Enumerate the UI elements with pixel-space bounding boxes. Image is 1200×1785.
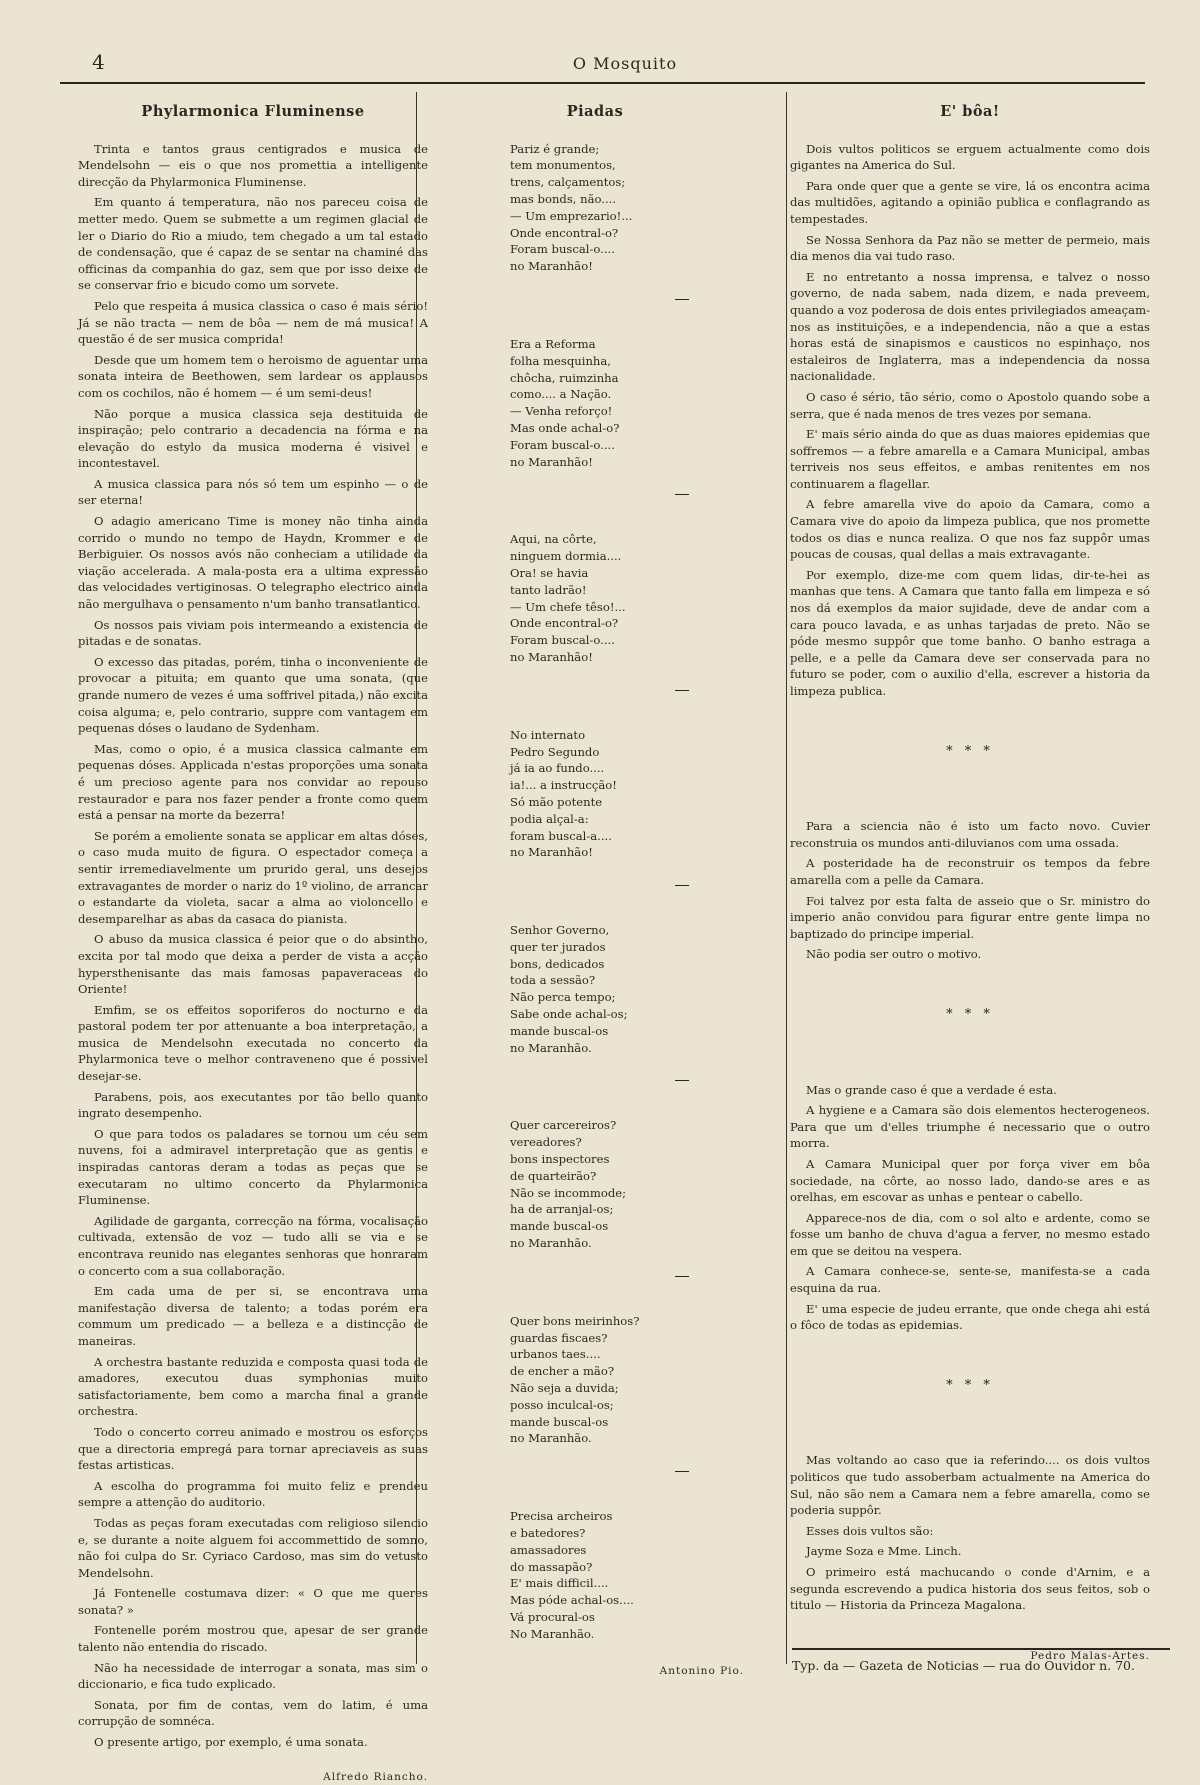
verse-line: No Maranhão.	[510, 1626, 595, 1641]
stanza-separator	[675, 1276, 689, 1277]
stanza	[510, 1508, 760, 1650]
paragraph: Não porque a musica classica seja destituida de inspiração; pelo contrario a decadencia na fórma e na elevação do estylo da musica moderna é visivel e incontestavel.	[78, 406, 428, 471]
paragraph: O caso é sério, tão sério, como o Apostolo quando sobe a serra, que é nada menos de tres vezes por semana.	[790, 389, 1150, 421]
paragraph: Pelo que respeita á musica classica o caso é mais sério! Já se não tracta — nem de bôa — nem de má musica! A questão é de ser musica comprida!	[78, 298, 428, 347]
stanza-separator	[675, 299, 689, 300]
article-title: E' bôa!	[940, 103, 1000, 120]
verse-line: no Maranhão!	[510, 259, 593, 274]
verse-line: Pariz é grande;	[510, 141, 600, 156]
paragraph: A Camara Municipal quer por força viver em bôa sociedade, na côrte, ao nosso lado, dando-se ares e as orelhas, em escovar as unhas e pentear o cabello.	[790, 1156, 1150, 1205]
paragraph: Não podia ser outro o motivo.	[806, 947, 982, 962]
verse-line: Só mão potente	[510, 794, 603, 809]
paragraph: Todo o concerto correu animado e mostrou os esforços que a directoria empregá para tornar apreciaveis as suas festas artisticas.	[78, 1424, 428, 1473]
verse-line: ninguem dormia....	[510, 549, 622, 564]
article-section	[790, 818, 1150, 963]
verse-line: já ia ao fundo....	[510, 761, 605, 776]
verse-line: podia alçal-a:	[510, 811, 589, 826]
paragraph: A posteridade ha de reconstruir os tempos da febre amarella com a pelle da Camara.	[790, 856, 1150, 887]
stanza-separator	[675, 1080, 689, 1081]
verse-line: posso inculcal-os;	[510, 1397, 614, 1412]
article-signature: Alfredo Riancho.	[323, 1770, 428, 1783]
verse-line: toda a sessão?	[510, 973, 596, 988]
paragraph: Jayme Soza e Mme. Linch.	[806, 1544, 962, 1559]
section-separator: * * *	[946, 1006, 994, 1022]
paragraph: Trinta e tantos graus centigrados e musica de Mendelsohn — eis o que nos promettia a intelligente direcção da Phylarmonica Fluminense.	[78, 141, 428, 189]
verse-line: como.... a Nação.	[510, 387, 612, 402]
paragraph: A escolha do programma foi muito feliz e prendeu sempre a attenção do auditorio.	[78, 1478, 428, 1510]
paragraph: E no entretanto a nossa imprensa, e talvez o nosso governo, de nada sabem, nada dizem, e nada preveem, quando a voz poderosa de dois entes privilegiados ameaçam-nos as instituições, e a independencia, não a que a estas horas está de sinapismos e causticos no espinhaço, nos estaleiros de Inglaterra, mas a independencia da nossa nacionalidade.	[790, 269, 1150, 384]
paragraph: Se Nossa Senhora da Paz não se metter de permeio, mais dia menos dia vai tudo raso.	[790, 232, 1150, 264]
newspaper-title: O Mosquito	[572, 54, 678, 73]
paragraph: Sonata, por fim de contas, vem do latim, é uma corrupção de somnéca.	[78, 1697, 428, 1729]
verse-line: mande buscal-os	[510, 1414, 609, 1429]
verse-line: no Maranhão!	[510, 649, 593, 664]
paragraph: Já Fontenelle costumava dizer: « O que me queres sonata? »	[78, 1586, 428, 1617]
header-rule	[60, 82, 1145, 84]
article-section	[790, 141, 1150, 700]
verse-line: Mas onde achal-o?	[510, 420, 620, 435]
paragraph: Para onde quer que a gente se vire, lá os encontra acima das multidões, agitando a opinião publica e conflagrando as tempestades.	[790, 178, 1150, 226]
page-number: 4	[92, 50, 105, 74]
verse-line: — Venha reforço!	[510, 404, 613, 419]
stanza	[510, 727, 760, 869]
verse-line: Ora! se havia	[510, 565, 589, 580]
verse-line: mande buscal-os	[510, 1219, 609, 1234]
stanza-separator	[675, 494, 689, 495]
verse-line: Mas póde achal-os....	[510, 1593, 634, 1608]
verse-line: de quarteirão?	[510, 1168, 597, 1183]
verse-line: no Maranhão!	[510, 845, 593, 860]
section-separator: * * *	[946, 743, 994, 759]
verse-line: mas bonds, não....	[510, 191, 617, 206]
verse-line: urbanos taes....	[510, 1347, 601, 1362]
article-phylarmonica	[60, 92, 428, 1785]
paragraph: O primeiro está machucando o conde d'Arnim, e a segunda escrevendo a pudica historia dos seus feitos, sob o titulo — Historia da Princeza Magalona.	[790, 1565, 1150, 1613]
verse-line: tanto ladrão!	[510, 582, 587, 597]
paragraph: E' mais sério ainda do que as duas maiores epidemias que soffremos — a febre amarella e a Camara Municipal, ambas terriveis nos seus effeitos, e ambas renitentes em nos continuarem a flagellar.	[790, 427, 1150, 491]
paragraph: Emfim, se os effeitos soporiferos do nocturno e da pastoral podem ter por attenuante a boa interpretação, a musica de Mendelsohn executada no concerto da Phylarmonica teve o melhor contraveneno que é possivel desejar-se.	[78, 1002, 428, 1084]
verse-line: e batedores?	[510, 1526, 586, 1541]
article-e-boa	[790, 92, 1150, 1664]
paragraph: Agilidade de garganta, correcção na fórma, vocalisação cultivada, extensão de voz — tudo alli se via e se encontrava reunido nas elegantes senhoras que honraram o concerto com a sua collaboração.	[78, 1213, 428, 1278]
stanza	[510, 336, 760, 478]
paragraph: Mas o grande caso é que a verdade é esta.	[806, 1082, 1057, 1097]
verse-line: — Um emprezario!...	[510, 208, 633, 223]
article-signature: Pedro Malas-Artes.	[1030, 1649, 1150, 1662]
stanza-separator	[675, 1471, 689, 1472]
stanza	[510, 922, 760, 1064]
verse-line: quer ter jurados	[510, 939, 606, 954]
paragraph: Se porém a emoliente sonata se applicar em altas dóses, o caso muda muito de figura. O espectador começa a sentir irremediavelmente um prurido geral, uns desejos extravagantes de morder o nariz do 1º violino, de arrancar o estandarte da violeta, sacar a alma ao violoncello e desemparelhar as abas da casaca do pianista.	[78, 828, 428, 926]
article-section	[790, 1082, 1150, 1334]
verse-line: Foram buscal-o....	[510, 242, 615, 257]
column-divider	[786, 92, 787, 1664]
verse-line: bons inspectores	[510, 1152, 610, 1167]
verse-line: Vá procural-os	[510, 1610, 595, 1624]
paragraph: A hygiene e a Camara são dois elementos hecterogeneos. Para que um d'elles triumphe é necessario que o outro morra.	[790, 1103, 1150, 1151]
paragraph: Dois vultos politicos se erguem actualmente como dois gigantes na America do Sul.	[790, 141, 1150, 173]
paragraph: Desde que um homem tem o heroismo de aguentar uma sonata inteira de Beethowen, sem lardear os applausos com os cochilos, não é homem — é um semi-deus!	[78, 352, 428, 400]
paragraph: A orchestra bastante reduzida e composta quasi toda de amadores, executou duas symphonias muito satisfactoriamente, bem como a marcha final a grande orchestra.	[78, 1354, 428, 1419]
section-separator: * * *	[946, 1377, 994, 1393]
stanza	[510, 1313, 760, 1455]
paragraph: E' uma especie de judeu errante, que onde chega ahi está o fôco de todas as epidemias.	[790, 1301, 1150, 1333]
verse-line: — Um chefe têso!...	[510, 599, 626, 614]
paragraph: O presente artigo, por exemplo, é uma sonata.	[94, 1735, 368, 1750]
verse-line: Onde encontral-o?	[510, 616, 619, 631]
verse-line: Não perca tempo;	[510, 990, 616, 1005]
verse-line: ha de arranjal-os;	[510, 1202, 614, 1217]
paragraph: O abuso da musica classica é peior que o do absintho, excita por tal modo que deixa a perder de vista a acção hypersthenisante das mais famosas papaveraceas do Oriente!	[78, 932, 428, 997]
verse-line: mande buscal-os	[510, 1023, 609, 1038]
verse-line: no Maranhão.	[510, 1236, 592, 1251]
paragraph: Em cada uma de per si, se encontrava uma manifestação diversa de talento; a todas porém era commum um predicado — a belleza e a distincção de maneiras.	[78, 1284, 428, 1348]
paragraph: O adagio americano Time is money não tinha ainda corrido o mundo no tempo de Haydn, Krommer e de Berbiguier. Os nossos avós não conheciam a utilidade da viação accelerada. A mala-posta era a ultima expressão das velocidades vertiginosas. O telegrapho electrico ainda não mergulhava o pensamento n'um banho transatlantico.	[78, 514, 428, 612]
verse-line: ia!... a instrucção!	[510, 778, 617, 793]
verse-line: E' mais difficil....	[510, 1576, 609, 1591]
verse-line: no Maranhão.	[510, 1431, 592, 1446]
stanza-separator	[675, 885, 689, 886]
article-title: Piadas	[566, 103, 624, 120]
verse-line: Aqui, na côrte,	[510, 532, 597, 547]
verse-line: tem monumentos,	[510, 158, 616, 173]
stanza	[510, 531, 760, 673]
verse-line: Onde encontral-o?	[510, 225, 619, 240]
paragraph: Foi talvez por esta falta de asseio que o Sr. ministro do imperio anão convidou para figurar entre gente limpa no baptizado do principe imperial.	[790, 893, 1150, 941]
article-signature: Antonino Pio.	[659, 1664, 744, 1677]
verse-line: Não se incommode;	[510, 1185, 627, 1200]
article-piadas	[430, 92, 760, 1679]
verse-line: vereadores?	[510, 1135, 582, 1150]
verse-line: trens, calçamentos;	[510, 175, 626, 190]
paragraph: Todas as peças foram executadas com religioso silencio e, se durante a noite alguem foi accommettido de somno, não foi culpa do Sr. Cyriaco Cardoso, mas sim do vetusto Mendelsohn.	[78, 1515, 428, 1580]
verse-line: Era a Reforma	[510, 336, 596, 351]
stanza	[510, 141, 760, 283]
verse-line: Quer carcereiros?	[510, 1118, 617, 1133]
article-section	[790, 1452, 1150, 1613]
verse-line: Não seja a duvida;	[510, 1381, 619, 1396]
verse-line: no Maranhão.	[510, 1040, 592, 1055]
paragraph: A febre amarella vive do apoio da Camara, como a Camara vive do apoio da limpeza publica, que nos promette todos os dias e nunca realiza. O que nos faz suppôr umas poucas de cousas, qual dellas a mais extravagante.	[790, 497, 1150, 562]
paragraph: Parabens, pois, aos executantes por tão bello quanto ingrato desempenho.	[78, 1089, 428, 1121]
paragraph: Apparece-nos de dia, com o sol alto e ardente, como se fosse um banho de chuva d'agua a ferver, no mesmo estado em que se deitou na vespera.	[790, 1210, 1150, 1258]
verse-line: foram buscal-a....	[510, 828, 612, 843]
article-title: Phylarmonica Fluminense	[141, 103, 365, 120]
paragraph: Para a sciencia não é isto um facto novo. Cuvier reconstruia os mundos anti-diluvianos com uma ossada.	[790, 819, 1150, 850]
paragraph: O que para todos os paladares se tornou um céu sem nuvens, foi a admiravel interpretação que as gentis e inspiradas cantoras deram a todas as peças que se executaram no ultimo concerto da Phylarmonica Fluminense.	[78, 1126, 428, 1208]
verse-line: guardas fiscaes?	[510, 1330, 608, 1345]
verse-line: bons, dedicados	[510, 956, 605, 971]
paragraph: Não ha necessidade de interrogar a sonata, mas sim o diccionario, e fica tudo explicado.	[78, 1660, 428, 1692]
stanza	[510, 1117, 760, 1259]
stanza-separator	[675, 690, 689, 691]
verse-line: No internato	[510, 727, 586, 742]
verse-line: do massapão?	[510, 1559, 593, 1574]
verse-line: Precisa archeiros	[510, 1509, 613, 1524]
verse-line: Sabe onde achal-os;	[510, 1007, 628, 1022]
verse-line: de encher a mão?	[510, 1364, 615, 1379]
verse-line: Pedro Segundo	[510, 744, 600, 759]
verse-line: Senhor Governo,	[510, 923, 610, 938]
verse-line: Foram buscal-o....	[510, 633, 615, 648]
paragraph: Fontenelle porém mostrou que, apesar de ser grande talento não entendia do riscado.	[78, 1623, 428, 1655]
paragraph: A musica classica para nós só tem um espinho — o de ser eterna!	[78, 476, 428, 508]
paragraph: Em quanto á temperatura, não nos pareceu coisa de metter medo. Quem se submette a um regimen glacial de ler o Diario do Rio a miudo, tem chegado a um tal estado de condensação, que é capaz de se sentar na chaminé das officinas da companhia do gaz, sem que por isso deixe de se conservar frio e bicudo como um sorvete.	[78, 195, 428, 293]
article-body	[78, 141, 428, 1751]
paragraph: Mas voltando ao caso que ia referindo.... os dois vultos politicos que tudo assoberbam actualmente na America do Sul, não são nem a Camara nem a febre amarella, como se poderia suppôr.	[790, 1453, 1150, 1518]
paragraph: A Camara conhece-se, sente-se, manifesta-se a cada esquina da rua.	[790, 1264, 1150, 1296]
poem-body	[510, 141, 760, 1651]
paragraph: Esses dois vultos são:	[806, 1523, 934, 1538]
verse-line: Quer bons meirinhos?	[510, 1313, 640, 1328]
paragraph: O excesso das pitadas, porém, tinha o inconveniente de provocar a pituita; em quanto que uma sonata, (que grande numero de vezes é uma soffrivel pitada,) não excita coisa alguma; e, pelo contrario, suppre com vantagem em pequenas dóses o laudano de Sydenham.	[78, 654, 428, 736]
verse-line: no Maranhão!	[510, 454, 593, 469]
printer-imprint: Typ. da — Gazeta de Noticias — rua do Ouvidor n. 70.	[792, 1648, 1170, 1673]
paragraph: Mas, como o opio, é a musica classica calmante em pequenas dóses. Applicada n'estas proporções uma sonata é um precioso agente para nos convidar ao repouso restaurador e para nos fazer pender a fronte como quem está a pensar na morte da bezerra!	[78, 741, 428, 823]
paragraph: Por exemplo, dize-me com quem lidas, dir-te-hei as manhas que tens. A Camara que tanto falla em limpeza e só nos dá exemplos da maior sujidade, deve de andar com a cara pouco lavada, e as unhas tarjadas de preto. Não se póde mesmo suppôr que tome banho. O banho estraga a pelle, e a pelle da Camara deve ser conservada para no futuro se poder, com o auxilio d'ella, escrever a historia da limpeza publica.	[790, 567, 1150, 698]
paragraph: Os nossos pais viviam pois intermeando a existencia de pitadas e de sonatas.	[78, 617, 428, 649]
verse-line: chôcha, ruimzinha	[510, 370, 619, 385]
verse-line: Foram buscal-o....	[510, 437, 615, 452]
verse-line: amassadores	[510, 1542, 587, 1557]
verse-line: folha mesquinha,	[510, 353, 611, 368]
